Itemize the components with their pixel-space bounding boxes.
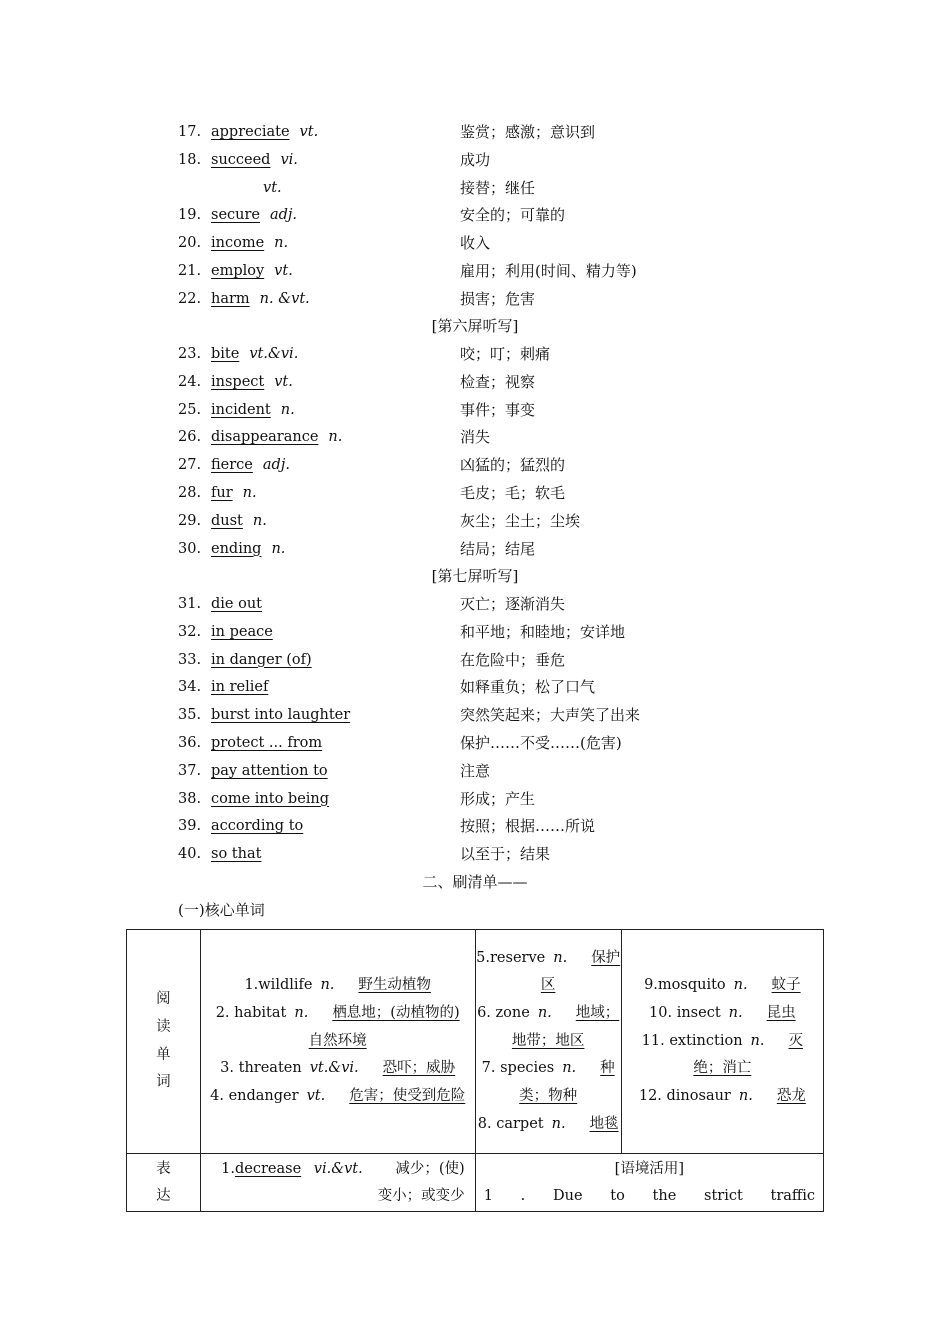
express-word: decrease: [234, 1160, 302, 1177]
vocab-number: 40.: [178, 846, 202, 863]
table-entry-meaning: 野生动植物: [358, 977, 431, 994]
table-entry-pos: vt.&vi.: [309, 1060, 359, 1077]
vocab-number: 37.: [178, 762, 202, 779]
core-words-subheading: (一)核心单词: [178, 901, 265, 919]
vocab-number: 30.: [178, 540, 202, 557]
table-entry-pos: n.: [537, 1004, 552, 1021]
vocab-word: burst into laughter: [211, 707, 351, 724]
label-reading-words: [127, 930, 201, 1154]
vocab-entry: [211, 702, 360, 728]
vocab-entry: [211, 175, 282, 201]
vocab-number: 39.: [178, 818, 202, 835]
table-entry-meaning: 栖息地；(动植物的)自然环境: [308, 1004, 460, 1049]
vocab-entry: [211, 813, 313, 839]
vocab-entry: [211, 674, 278, 700]
table-entry-meaning: 蚊子: [771, 977, 801, 994]
part-two-heading: 二、刷清单——: [422, 873, 528, 891]
vocab-entry: [211, 786, 339, 812]
table-entry: [630, 1028, 815, 1083]
label-expression: [127, 1154, 201, 1212]
vocab-word: fierce: [211, 457, 253, 474]
vocab-meaning: 雇用；利用(时间、精力等): [460, 262, 637, 280]
table-entry-meaning: 恐龙: [776, 1088, 806, 1105]
label-char: 读: [156, 1018, 171, 1035]
vocab-meaning: 保护……不受……(危害): [460, 734, 622, 752]
section-heading-7: [第七屏听写]: [431, 567, 519, 585]
vocab-meaning: 灭亡；逐渐消失: [460, 595, 566, 613]
vocab-pos: vt.: [263, 179, 282, 196]
table-entry-pos: n.: [320, 977, 335, 994]
vocab-meaning: 安全的；可靠的: [460, 206, 566, 225]
vocab-word: bite: [211, 346, 240, 362]
express-num: 1.: [221, 1160, 235, 1177]
vocab-word: income: [211, 235, 265, 252]
vocab-number: 35.: [178, 707, 202, 724]
table-entry: [209, 1083, 467, 1111]
vocab-meaning: 和平地；和睦地；安详地: [460, 622, 626, 641]
vocab-entry: [211, 424, 342, 450]
table-entry-word: 3. threaten: [220, 1060, 302, 1077]
table-entry-word: 7. species: [481, 1060, 555, 1077]
column-1: [200, 930, 475, 1154]
table-entry-word: 4. endanger: [210, 1088, 299, 1105]
vocab-meaning: 按照；根据……所说: [460, 817, 596, 836]
vocab-meaning: 注意: [460, 761, 491, 780]
table-entry: [209, 1000, 467, 1055]
vocab-meaning: 灰尘；尘土；尘埃: [460, 511, 581, 530]
vocab-entry: [211, 841, 271, 867]
vocab-meaning: 如释重负；松了口气: [460, 678, 596, 697]
vocab-word: secure: [211, 207, 260, 224]
vocab-word: succeed: [211, 151, 271, 168]
vocab-number: 21.: [178, 263, 202, 279]
table-entry-word: 12. dinosaur: [638, 1088, 731, 1105]
table-entry-meaning: 危害；使受到危险: [349, 1088, 466, 1105]
vocab-meaning: 形成；产生: [460, 789, 536, 808]
vocab-word: appreciate: [211, 124, 290, 140]
table-entry-meaning: 地域；地带；地区: [511, 1004, 620, 1049]
vocab-word: dust: [211, 512, 243, 529]
vocab-pos: vt.&vi.: [249, 346, 299, 362]
vocab-entry: [211, 591, 272, 617]
table-entry-meaning: 恐吓；威胁: [382, 1060, 456, 1077]
vocab-number: 19.: [178, 207, 202, 224]
vocab-entry: [211, 452, 290, 478]
vocab-pos: adj.: [262, 457, 290, 474]
vocab-meaning: 凶猛的；猛烈的: [460, 456, 566, 475]
vocab-entry: [211, 619, 283, 645]
label-char: 达: [156, 1187, 171, 1204]
vocab-word: employ: [211, 263, 265, 279]
table-entry-pos: n.: [551, 1115, 566, 1132]
table-entry: [476, 1111, 621, 1139]
table-entry-pos: n.: [733, 977, 748, 994]
context-cell: [475, 1154, 823, 1212]
table-entry-word: 8. carpet: [477, 1115, 544, 1132]
vocab-meaning: 咬；叮；刺痛: [460, 345, 551, 363]
table-entry: [209, 1055, 467, 1083]
vocab-pos: n.: [252, 512, 267, 529]
table-entry-meaning: 地毯: [589, 1115, 619, 1132]
table-entry-pos: n.: [750, 1032, 765, 1049]
vocab-meaning: 毛皮；毛；软毛: [460, 484, 566, 502]
vocab-meaning: 接替；继任: [460, 178, 536, 197]
table-entry-word: 11. extinction: [641, 1032, 743, 1049]
vocab-pos: n.: [274, 235, 289, 252]
vocab-meaning: 结局；结尾: [460, 539, 536, 558]
vocab-entry: [211, 758, 338, 784]
vocab-pos: vt.: [274, 263, 293, 279]
vocab-word: ending: [211, 540, 262, 557]
vocab-meaning: 消失: [460, 428, 491, 447]
vocab-number: 23.: [178, 346, 202, 362]
vocab-pos: adj.: [270, 207, 298, 224]
vocab-word: so that: [211, 846, 262, 863]
table-entry: [630, 1000, 815, 1028]
vocab-entry: [211, 397, 295, 423]
vocab-word: protect ... from: [211, 735, 323, 751]
vocab-number: 20.: [178, 235, 202, 252]
table-entry-pos: n.: [553, 949, 568, 966]
vocab-entry: [211, 369, 293, 395]
table-entry: [209, 972, 467, 1000]
vocab-meaning: 在危险中；垂危: [460, 650, 566, 669]
vocab-entry: [211, 341, 298, 367]
vocab-meaning: 鉴赏；感激；意识到: [460, 123, 596, 141]
vocab-word: incident: [211, 401, 271, 418]
label-char: 表: [156, 1160, 171, 1177]
vocab-number: 26.: [178, 429, 202, 446]
vocab-entry: [211, 258, 293, 284]
vocab-number: 36.: [178, 735, 202, 751]
label-char: 词: [156, 1074, 171, 1091]
vocab-number: 24.: [178, 373, 202, 390]
vocab-entry: [211, 647, 322, 673]
table-entry: [630, 972, 815, 1000]
vocab-number: 27.: [178, 457, 202, 474]
vocab-pos: n.: [242, 485, 257, 501]
table-entry-word: 9.mosquito: [644, 977, 726, 994]
table-entry-meaning: 昆虫: [766, 1004, 796, 1021]
vocab-word: pay attention to: [211, 762, 328, 779]
label-char: 阅: [156, 991, 171, 1008]
table-entry-pos: n.: [738, 1088, 753, 1105]
vocab-pos: n.: [328, 429, 343, 446]
table-entry: [476, 945, 621, 1000]
vocab-pos: vi.: [280, 151, 298, 168]
vocab-word: disappearance: [211, 429, 319, 446]
vocab-entry: [211, 730, 332, 756]
vocab-meaning: 检查；视察: [460, 372, 536, 391]
vocab-number: 31.: [178, 596, 202, 612]
table-entry: [476, 1000, 621, 1055]
table-entry-pos: vt.: [306, 1088, 326, 1105]
vocab-word: die out: [211, 596, 263, 612]
vocab-entry: [211, 286, 310, 312]
table-entry-meaning: 灭绝；消亡: [693, 1032, 803, 1077]
vocab-number: 18.: [178, 151, 202, 168]
vocab-entry: [211, 119, 318, 145]
vocab-word: come into being: [211, 790, 330, 807]
section-heading-6: [第六屏听写]: [431, 317, 519, 335]
vocab-number: 32.: [178, 623, 202, 640]
vocab-meaning: 以至于；结果: [460, 845, 551, 864]
express-pos: vi.&vt.: [313, 1160, 363, 1177]
vocab-number: 38.: [178, 790, 202, 807]
table-entry-meaning: 保护区: [540, 949, 621, 994]
vocab-entry: [211, 536, 285, 562]
vocab-entry: [211, 230, 288, 256]
table-entry-pos: n.: [562, 1060, 577, 1077]
table-entry-word: 1.wildlife: [244, 977, 313, 994]
express-cell: [200, 1154, 475, 1212]
label-char: 单: [156, 1046, 171, 1063]
vocab-pos: n.: [271, 540, 286, 557]
vocab-number: 33.: [178, 651, 202, 668]
context-title: [语境活用]: [614, 1160, 684, 1177]
context-line: 1 . Due to the strict traffic: [483, 1187, 815, 1204]
vocab-word: according to: [211, 818, 304, 835]
vocab-number: 17.: [178, 124, 202, 140]
vocab-entry: [211, 147, 298, 173]
vocab-entry: [211, 202, 297, 228]
table-entry: [630, 1083, 815, 1111]
vocab-meaning: 突然笑起来；大声笑了出来: [460, 706, 641, 725]
vocab-number: 22.: [178, 290, 202, 307]
column-2: [475, 930, 621, 1154]
vocab-entry: [211, 480, 257, 506]
table-entry-word: 2. habitat: [215, 1004, 287, 1021]
vocab-number: 29.: [178, 512, 202, 529]
column-3: [621, 930, 823, 1154]
vocab-meaning: 成功: [460, 150, 491, 169]
vocab-word: fur: [211, 485, 233, 501]
table-entry-word: 10. insect: [649, 1004, 721, 1021]
vocab-word: in peace: [211, 623, 273, 640]
vocab-word: in danger (of): [211, 651, 312, 668]
vocab-word: in relief: [211, 679, 269, 696]
vocab-word: inspect: [211, 373, 265, 390]
vocab-entry: [211, 508, 267, 534]
vocab-number: 28.: [178, 485, 202, 501]
vocab-meaning: 收入: [460, 234, 491, 253]
table-entry-pos: n.: [294, 1004, 309, 1021]
vocab-meaning: 事件；事变: [460, 400, 536, 419]
vocab-meaning: 损害；危害: [460, 289, 536, 308]
vocab-number: 34.: [178, 679, 202, 696]
table-entry-word: 5.reserve: [476, 949, 546, 966]
express-cn: 减少；(使)变小；或变少: [377, 1160, 465, 1204]
core-words-table: [126, 929, 824, 1212]
table-entry-word: 6. zone: [477, 1004, 530, 1021]
table-entry: [476, 1055, 621, 1110]
vocab-number: 25.: [178, 401, 202, 418]
table-entry-meaning: 种类；物种: [519, 1060, 615, 1105]
table-entry-pos: n.: [728, 1004, 743, 1021]
vocab-pos: vt.: [274, 373, 293, 390]
vocab-word: harm: [211, 290, 250, 307]
vocab-pos: n.: [280, 401, 295, 418]
vocab-pos: vt.: [299, 124, 319, 140]
vocab-pos: n. &vt.: [259, 290, 310, 307]
